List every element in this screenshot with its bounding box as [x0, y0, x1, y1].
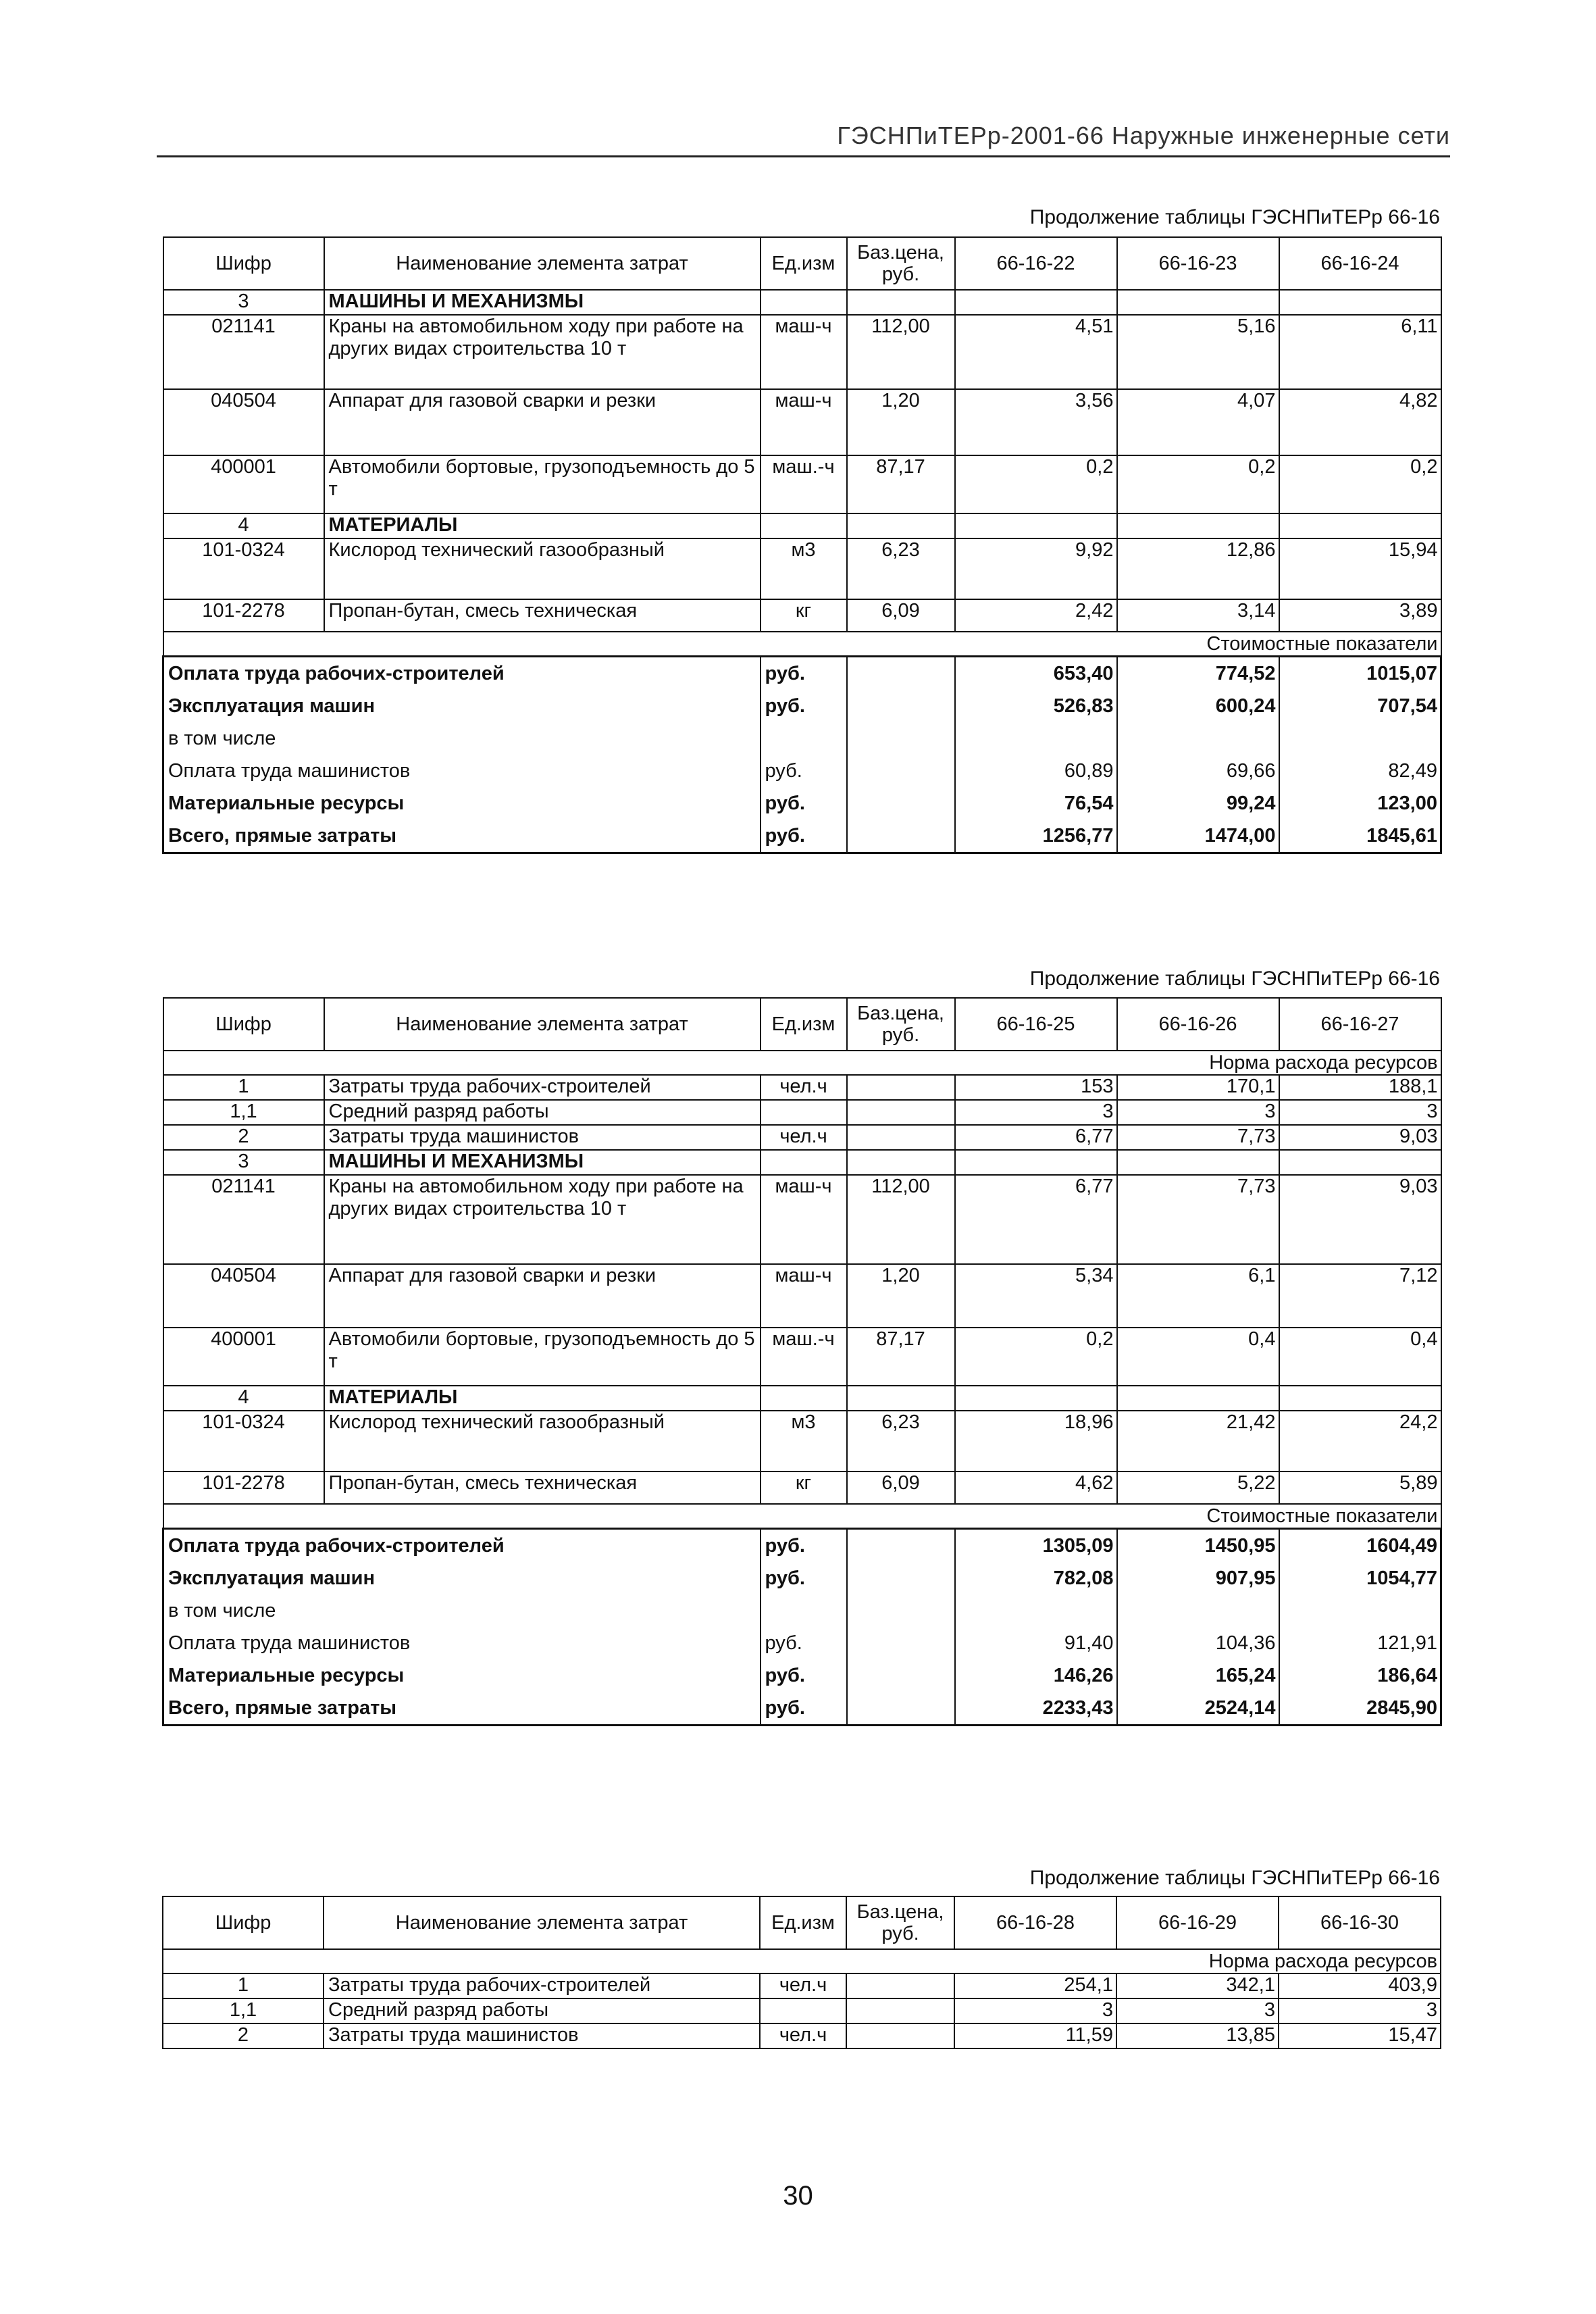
- row-value-3: 3: [1279, 1100, 1441, 1125]
- row-unit: маш-ч: [761, 1264, 847, 1328]
- summary-spacer: [847, 1529, 955, 1563]
- summary-value-2: 104,36: [1117, 1627, 1279, 1659]
- header-col-2: 66-16-23: [1117, 237, 1279, 290]
- table-row: [163, 1264, 1441, 1328]
- table-row: [163, 315, 1441, 389]
- row-code: 101-2278: [163, 599, 324, 632]
- row-value-3: 188,1: [1279, 1075, 1441, 1100]
- row-price: 1,20: [847, 389, 955, 455]
- row-name: Краны на автомобильном ходу при работе на других видах строительства 10 т: [324, 315, 761, 389]
- summary-value-2: [1117, 722, 1279, 755]
- summary-value-3: [1279, 1594, 1441, 1627]
- row-code: 4: [163, 1386, 324, 1411]
- row-value-3: 6,11: [1279, 315, 1441, 389]
- header-code: Шифр: [163, 1896, 324, 1949]
- summary-value-2: [1117, 1594, 1279, 1627]
- row-value-1: [955, 1150, 1117, 1175]
- row-value-2: 3,14: [1117, 599, 1279, 632]
- row-code: 101-2278: [163, 1472, 324, 1504]
- row-code: 040504: [163, 389, 324, 455]
- summary-value-3: 2845,90: [1279, 1692, 1441, 1726]
- summary-row: [163, 1627, 1441, 1659]
- row-value-1: [955, 1386, 1117, 1411]
- row-code: 2: [163, 2023, 324, 2048]
- page-number: 30: [783, 2181, 813, 2211]
- row-value-2: 4,07: [1117, 389, 1279, 455]
- header-col-2: 66-16-29: [1116, 1896, 1279, 1949]
- row-price: 112,00: [847, 315, 955, 389]
- header-col-3: 66-16-27: [1279, 998, 1441, 1051]
- row-unit: кг: [761, 599, 847, 632]
- row-value-2: [1117, 1386, 1279, 1411]
- row-value-3: 3: [1279, 1998, 1441, 2023]
- row-value-1: 3: [955, 1100, 1117, 1125]
- summary-row: [163, 1594, 1441, 1627]
- row-value-3: 24,2: [1279, 1411, 1441, 1472]
- row-name: Затраты труда рабочих-строителей: [324, 1075, 761, 1100]
- table-row: [163, 2023, 1441, 2048]
- band-row: [163, 632, 1441, 657]
- summary-value-3: [1279, 722, 1441, 755]
- summary-value-3: 1054,77: [1279, 1562, 1441, 1594]
- row-value-2: [1117, 513, 1279, 538]
- row-price: 6,23: [847, 538, 955, 599]
- summary-spacer: [847, 1562, 955, 1594]
- row-value-3: [1279, 1386, 1441, 1411]
- row-value-3: 0,4: [1279, 1328, 1441, 1386]
- row-unit: [761, 513, 847, 538]
- table-1: [162, 236, 1442, 854]
- row-value-2: 6,1: [1117, 1264, 1279, 1328]
- row-value-2: 5,16: [1117, 315, 1279, 389]
- row-price: [847, 290, 955, 315]
- header-col-1: 66-16-28: [954, 1896, 1116, 1949]
- row-value-3: 9,03: [1279, 1125, 1441, 1150]
- summary-unit: руб.: [761, 1529, 847, 1563]
- row-value-1: 5,34: [955, 1264, 1117, 1328]
- header-price: Баз.цена, руб.: [847, 237, 955, 290]
- header-unit: Ед.изм: [761, 998, 847, 1051]
- summary-value-1: 91,40: [955, 1627, 1117, 1659]
- row-unit: чел.ч: [761, 1075, 847, 1100]
- row-unit: чел.ч: [761, 1125, 847, 1150]
- summary-value-1: [955, 722, 1117, 755]
- summary-row: [163, 722, 1441, 755]
- table-row: [163, 1472, 1441, 1504]
- table-2: [162, 997, 1442, 1726]
- summary-unit: руб.: [761, 820, 847, 853]
- table-row: [163, 1386, 1441, 1411]
- band-label: Стоимостные показатели: [163, 1504, 1441, 1529]
- row-name: Аппарат для газовой сварки и резки: [324, 389, 761, 455]
- row-value-1: 6,77: [955, 1175, 1117, 1264]
- row-value-3: 15,94: [1279, 538, 1441, 599]
- summary-row: [163, 1692, 1441, 1726]
- row-code: 2: [163, 1125, 324, 1150]
- table-3-caption: Продолжение таблицы ГЭСНПиТЕРр 66-16: [1029, 1867, 1440, 1889]
- row-price: 87,17: [847, 1328, 955, 1386]
- summary-label: Эксплуатация машин: [163, 690, 761, 722]
- header-unit: Ед.изм: [760, 1896, 846, 1949]
- summary-spacer: [847, 755, 955, 787]
- row-unit: маш-ч: [761, 315, 847, 389]
- row-unit: м3: [761, 538, 847, 599]
- row-value-2: 12,86: [1117, 538, 1279, 599]
- table-2-caption: Продолжение таблицы ГЭСНПиТЕРр 66-16: [1029, 967, 1440, 990]
- row-price: [847, 1075, 955, 1100]
- row-value-1: 0,2: [955, 1328, 1117, 1386]
- table-row: [163, 290, 1441, 315]
- summary-unit: руб.: [761, 1692, 847, 1726]
- row-value-1: 3: [954, 1998, 1116, 2023]
- page-header-title: ГЭСНПиТЕРр-2001-66 Наружные инженерные сети: [837, 122, 1450, 149]
- summary-spacer: [847, 1627, 955, 1659]
- row-code: 4: [163, 513, 324, 538]
- band-label: Стоимостные показатели: [163, 632, 1441, 657]
- summary-value-2: 165,24: [1117, 1659, 1279, 1692]
- row-name: Пропан-бутан, смесь техническая: [324, 1472, 761, 1504]
- row-value-1: 9,92: [955, 538, 1117, 599]
- row-code: 400001: [163, 1328, 324, 1386]
- row-unit: [761, 1386, 847, 1411]
- row-code: 021141: [163, 1175, 324, 1264]
- row-value-1: 3,56: [955, 389, 1117, 455]
- row-value-2: 3: [1116, 1998, 1279, 2023]
- row-price: [846, 1998, 954, 2023]
- header-col-1: 66-16-22: [955, 237, 1117, 290]
- row-value-3: 5,89: [1279, 1472, 1441, 1504]
- summary-row: [163, 1562, 1441, 1594]
- summary-unit: руб.: [761, 1659, 847, 1692]
- row-unit: чел.ч: [760, 2023, 846, 2048]
- row-value-1: 2,42: [955, 599, 1117, 632]
- row-value-3: [1279, 513, 1441, 538]
- summary-row: [163, 1529, 1441, 1563]
- row-name: МАШИНЫ И МЕХАНИЗМЫ: [324, 1150, 761, 1175]
- table-row: [163, 513, 1441, 538]
- summary-spacer: [847, 1692, 955, 1726]
- row-code: 400001: [163, 455, 324, 513]
- summary-value-1: 1305,09: [955, 1529, 1117, 1563]
- row-value-2: 3: [1117, 1100, 1279, 1125]
- summary-value-3: 1015,07: [1279, 657, 1441, 690]
- summary-spacer: [847, 787, 955, 820]
- row-unit: маш.-ч: [761, 1328, 847, 1386]
- row-code: 021141: [163, 315, 324, 389]
- table-row: [163, 1075, 1441, 1100]
- band-row: [163, 1504, 1441, 1529]
- table-header-row: [163, 1896, 1441, 1949]
- header-col-3: 66-16-24: [1279, 237, 1441, 290]
- summary-value-3: 121,91: [1279, 1627, 1441, 1659]
- summary-row: [163, 657, 1441, 690]
- row-value-3: [1279, 290, 1441, 315]
- row-value-2: 342,1: [1116, 1973, 1279, 1998]
- row-name: Затраты труда машинистов: [324, 2023, 760, 2048]
- row-value-1: 254,1: [954, 1973, 1116, 1998]
- row-value-1: 0,2: [955, 455, 1117, 513]
- summary-spacer: [847, 722, 955, 755]
- row-value-1: 18,96: [955, 1411, 1117, 1472]
- row-code: 3: [163, 1150, 324, 1175]
- row-name: Затраты труда машинистов: [324, 1125, 761, 1150]
- table-header-row: [163, 998, 1441, 1051]
- row-value-3: 0,2: [1279, 455, 1441, 513]
- header-price: Баз.цена, руб.: [846, 1896, 954, 1949]
- summary-unit: [761, 1594, 847, 1627]
- table-row: [163, 1998, 1441, 2023]
- row-code: 1,1: [163, 1100, 324, 1125]
- row-value-2: [1117, 1150, 1279, 1175]
- row-unit: маш-ч: [761, 389, 847, 455]
- table-row: [163, 1125, 1441, 1150]
- row-name: МАТЕРИАЛЫ: [324, 513, 761, 538]
- header-code: Шифр: [163, 998, 324, 1051]
- summary-value-2: 1474,00: [1117, 820, 1279, 853]
- summary-row: [163, 690, 1441, 722]
- row-price: 6,23: [847, 1411, 955, 1472]
- table-row: [163, 1175, 1441, 1264]
- summary-value-1: [955, 1594, 1117, 1627]
- row-code: 040504: [163, 1264, 324, 1328]
- row-name: Средний разряд работы: [324, 1100, 761, 1125]
- row-value-2: 170,1: [1117, 1075, 1279, 1100]
- summary-label: в том числе: [163, 722, 761, 755]
- summary-unit: руб.: [761, 1562, 847, 1594]
- summary-unit: [761, 722, 847, 755]
- band-row: [163, 1051, 1441, 1075]
- summary-value-1: 2233,43: [955, 1692, 1117, 1726]
- table-header-row: [163, 237, 1441, 290]
- summary-unit: руб.: [761, 690, 847, 722]
- summary-label: Оплата труда рабочих-строителей: [163, 657, 761, 690]
- summary-spacer: [847, 657, 955, 690]
- table-row: [163, 599, 1441, 632]
- row-name: Кислород технический газообразный: [324, 538, 761, 599]
- row-code: 3: [163, 290, 324, 315]
- row-price: [846, 2023, 954, 2048]
- row-value-2: 13,85: [1116, 2023, 1279, 2048]
- row-code: 1: [163, 1973, 324, 1998]
- row-unit: [761, 1100, 847, 1125]
- row-value-1: [955, 290, 1117, 315]
- row-value-2: 7,73: [1117, 1175, 1279, 1264]
- band-label: Норма расхода ресурсов: [163, 1949, 1441, 1973]
- row-code: 101-0324: [163, 1411, 324, 1472]
- page-header: [157, 114, 1450, 157]
- table-row: [163, 1973, 1441, 1998]
- row-value-2: 5,22: [1117, 1472, 1279, 1504]
- row-unit: [761, 1150, 847, 1175]
- row-name: Средний разряд работы: [324, 1998, 760, 2023]
- summary-row: [163, 1659, 1441, 1692]
- row-value-3: [1279, 1150, 1441, 1175]
- summary-value-3: 707,54: [1279, 690, 1441, 722]
- row-value-3: 15,47: [1279, 2023, 1441, 2048]
- row-value-1: 153: [955, 1075, 1117, 1100]
- summary-value-2: 774,52: [1117, 657, 1279, 690]
- row-value-2: 21,42: [1117, 1411, 1279, 1472]
- summary-label: Оплата труда рабочих-строителей: [163, 1529, 761, 1563]
- summary-value-1: 76,54: [955, 787, 1117, 820]
- row-code: 1: [163, 1075, 324, 1100]
- row-value-2: 0,2: [1117, 455, 1279, 513]
- header-price: Баз.цена, руб.: [847, 998, 955, 1051]
- header-name: Наименование элемента затрат: [324, 237, 761, 290]
- band-label: Норма расхода ресурсов: [163, 1051, 1441, 1075]
- row-name: МАТЕРИАЛЫ: [324, 1386, 761, 1411]
- summary-spacer: [847, 1659, 955, 1692]
- summary-row: [163, 787, 1441, 820]
- summary-spacer: [847, 1594, 955, 1627]
- row-value-3: 3,89: [1279, 599, 1441, 632]
- summary-value-2: 1450,95: [1117, 1529, 1279, 1563]
- row-value-3: 9,03: [1279, 1175, 1441, 1264]
- row-unit: чел.ч: [760, 1973, 846, 1998]
- summary-value-1: 782,08: [955, 1562, 1117, 1594]
- summary-value-2: 907,95: [1117, 1562, 1279, 1594]
- header-col-1: 66-16-25: [955, 998, 1117, 1051]
- header-code: Шифр: [163, 237, 324, 290]
- row-value-3: 4,82: [1279, 389, 1441, 455]
- summary-label: Материальные ресурсы: [163, 1659, 761, 1692]
- row-unit: м3: [761, 1411, 847, 1472]
- summary-label: Оплата труда машинистов: [163, 755, 761, 787]
- header-col-2: 66-16-26: [1117, 998, 1279, 1051]
- summary-value-2: 69,66: [1117, 755, 1279, 787]
- summary-label: Всего, прямые затраты: [163, 1692, 761, 1726]
- row-name: Автомобили бортовые, грузоподъемность до 5 т: [324, 455, 761, 513]
- summary-value-2: 600,24: [1117, 690, 1279, 722]
- row-value-2: 0,4: [1117, 1328, 1279, 1386]
- summary-spacer: [847, 690, 955, 722]
- row-price: [846, 1973, 954, 1998]
- table-row: [163, 1150, 1441, 1175]
- row-name: Кислород технический газообразный: [324, 1411, 761, 1472]
- row-value-3: 7,12: [1279, 1264, 1441, 1328]
- table-3: [162, 1896, 1441, 2049]
- summary-value-3: 186,64: [1279, 1659, 1441, 1692]
- row-price: 112,00: [847, 1175, 955, 1264]
- row-price: 6,09: [847, 599, 955, 632]
- summary-value-2: 2524,14: [1117, 1692, 1279, 1726]
- table-row: [163, 1100, 1441, 1125]
- header-name: Наименование элемента затрат: [324, 1896, 760, 1949]
- row-name: Аппарат для газовой сварки и резки: [324, 1264, 761, 1328]
- summary-unit: руб.: [761, 755, 847, 787]
- row-price: [847, 1100, 955, 1125]
- row-unit: [761, 290, 847, 315]
- header-col-3: 66-16-30: [1279, 1896, 1441, 1949]
- summary-label: Материальные ресурсы: [163, 787, 761, 820]
- row-price: 6,09: [847, 1472, 955, 1504]
- row-name: МАШИНЫ И МЕХАНИЗМЫ: [324, 290, 761, 315]
- summary-label: Всего, прямые затраты: [163, 820, 761, 853]
- table-row: [163, 389, 1441, 455]
- row-price: [847, 513, 955, 538]
- summary-value-3: 1845,61: [1279, 820, 1441, 853]
- header-unit: Ед.изм: [761, 237, 847, 290]
- summary-label: Эксплуатация машин: [163, 1562, 761, 1594]
- summary-value-1: 60,89: [955, 755, 1117, 787]
- row-price: [847, 1150, 955, 1175]
- row-value-1: [955, 513, 1117, 538]
- summary-row: [163, 820, 1441, 853]
- row-value-1: 11,59: [954, 2023, 1116, 2048]
- summary-value-3: 82,49: [1279, 755, 1441, 787]
- table-row: [163, 1328, 1441, 1386]
- row-name: Пропан-бутан, смесь техническая: [324, 599, 761, 632]
- summary-unit: руб.: [761, 657, 847, 690]
- row-price: [847, 1125, 955, 1150]
- row-unit: [760, 1998, 846, 2023]
- header-name: Наименование элемента затрат: [324, 998, 761, 1051]
- summary-unit: руб.: [761, 787, 847, 820]
- table-row: [163, 455, 1441, 513]
- table-1-caption: Продолжение таблицы ГЭСНПиТЕРр 66-16: [1029, 206, 1440, 228]
- summary-value-1: 526,83: [955, 690, 1117, 722]
- summary-value-3: 1604,49: [1279, 1529, 1441, 1563]
- row-unit: кг: [761, 1472, 847, 1504]
- summary-label: в том числе: [163, 1594, 761, 1627]
- summary-value-2: 99,24: [1117, 787, 1279, 820]
- row-price: 1,20: [847, 1264, 955, 1328]
- row-name: Автомобили бортовые, грузоподъемность до 5 т: [324, 1328, 761, 1386]
- row-price: [847, 1386, 955, 1411]
- band-row: [163, 1949, 1441, 1973]
- table-row: [163, 1411, 1441, 1472]
- summary-value-1: 653,40: [955, 657, 1117, 690]
- summary-row: [163, 755, 1441, 787]
- row-value-1: 6,77: [955, 1125, 1117, 1150]
- row-value-1: 4,51: [955, 315, 1117, 389]
- summary-label: Оплата труда машинистов: [163, 1627, 761, 1659]
- row-unit: маш.-ч: [761, 455, 847, 513]
- row-name: Затраты труда рабочих-строителей: [324, 1973, 760, 1998]
- row-unit: маш-ч: [761, 1175, 847, 1264]
- row-value-2: 7,73: [1117, 1125, 1279, 1150]
- row-value-3: 403,9: [1279, 1973, 1441, 1998]
- row-value-1: 4,62: [955, 1472, 1117, 1504]
- summary-unit: руб.: [761, 1627, 847, 1659]
- summary-value-3: 123,00: [1279, 787, 1441, 820]
- row-value-2: [1117, 290, 1279, 315]
- summary-spacer: [847, 820, 955, 853]
- row-price: 87,17: [847, 455, 955, 513]
- summary-value-1: 146,26: [955, 1659, 1117, 1692]
- row-name: Краны на автомобильном ходу при работе на других видах строительства 10 т: [324, 1175, 761, 1264]
- row-code: 1,1: [163, 1998, 324, 2023]
- row-code: 101-0324: [163, 538, 324, 599]
- summary-value-1: 1256,77: [955, 820, 1117, 853]
- table-row: [163, 538, 1441, 599]
